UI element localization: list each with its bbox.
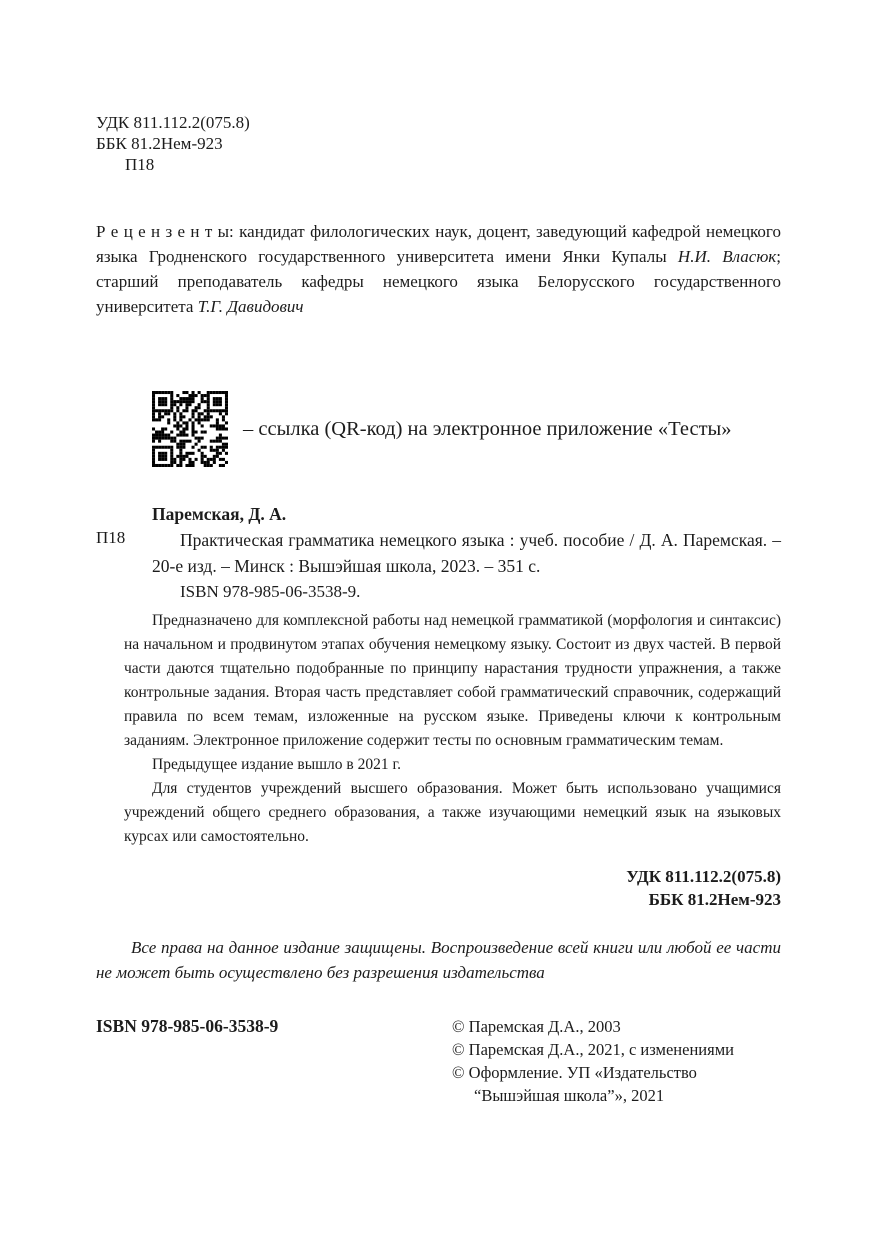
reviewer-2-name: Т.Г. Давидович xyxy=(197,297,304,316)
qr-code-icon xyxy=(152,391,228,467)
reviewer-2-description: ; старший преподаватель кафедры немецкого языка Белорусского государственного университета xyxy=(96,247,781,316)
annotation-block xyxy=(124,609,781,849)
udk-code-right: УДК 811.112.2(075.8) xyxy=(626,867,781,886)
annotation-paragraph-1: Предназначено для комплексной работы над немецкой грамматикой (морфология и синтаксис) на начальном и продвинутом этапах обучения немецкому языку. Состоит из двух частей. В первой части даются тщательно подобранные по принципу нарастания трудности упражнения, а также контрольные задания. Вторая часть представляет собой грамматический справочник, содержащий правила по всем темам, изложенные на русском языке. Приведены ключи к контрольным заданиям. Электронное приложение содержит тесты по основным грамматическим темам. xyxy=(124,612,781,749)
copyright-line: © Оформление. УП «Издательство xyxy=(452,1063,697,1082)
annotation-paragraph-3: Для студентов учреждений высшего образования. Может быть использовано учащимися учреждений общего среднего образования, а также изучающими немецкий язык на языковых курсах или самостоятельно. xyxy=(124,780,781,845)
bib-description: Практическая грамматика немецкого языка : учеб. пособие / Д. А. Паремская. – 20-е изд. – Минск : Вышэйшая школа, 2023. – 351 с. xyxy=(152,530,781,576)
classification-codes-right xyxy=(96,865,781,911)
classification-codes xyxy=(96,0,781,175)
reviewers-paragraph xyxy=(96,219,781,319)
bib-isbn: ISBN 978-985-06-3538-9. xyxy=(180,582,361,601)
qr-row xyxy=(152,391,781,467)
reviewer-1-name: Н.И. Власюк xyxy=(677,247,777,266)
footer-isbn: ISBN 978-985-06-3538-9 xyxy=(96,1016,279,1036)
rights-notice: Все права на данное издание защищены. Воспроизведение всей книги или любой ее части не может быть осуществлено без разрешения издательства xyxy=(96,938,781,982)
bib-author-sign-code: П18 xyxy=(96,528,126,547)
reviewer-1-description: кандидат филологических наук, доцент, заведующий кафедрой немецкого языка Гродненского государственного университета имени Янки Купалы xyxy=(96,222,781,266)
copyright-line: © Паремская Д.А., 2021, с изменениями xyxy=(452,1040,734,1059)
copyright-block xyxy=(452,1015,781,1107)
copyright-line: “Вышэйшая школа”», 2021 xyxy=(474,1086,665,1105)
qr-caption: – ссылка (QR-код) на электронное приложение «Тесты» xyxy=(243,417,732,440)
annotation-paragraph-2: Предыдущее издание вышло в 2021 г. xyxy=(152,756,401,773)
bbk-code: ББК 81.2Нем-923 xyxy=(96,134,223,153)
author-sign-code: П18 xyxy=(125,155,155,174)
reviewers-label: Р е ц е н з е н т ы: xyxy=(96,222,240,241)
imprint-footer xyxy=(96,1015,781,1107)
bib-author: Паремская, Д. А. xyxy=(152,504,287,524)
page-content xyxy=(96,0,781,1107)
udk-code: УДК 811.112.2(075.8) xyxy=(96,113,250,132)
copyright-line: © Паремская Д.А., 2003 xyxy=(452,1017,621,1036)
bbk-code-right: ББК 81.2Нем-923 xyxy=(648,890,781,909)
bibliographic-entry xyxy=(96,501,781,605)
